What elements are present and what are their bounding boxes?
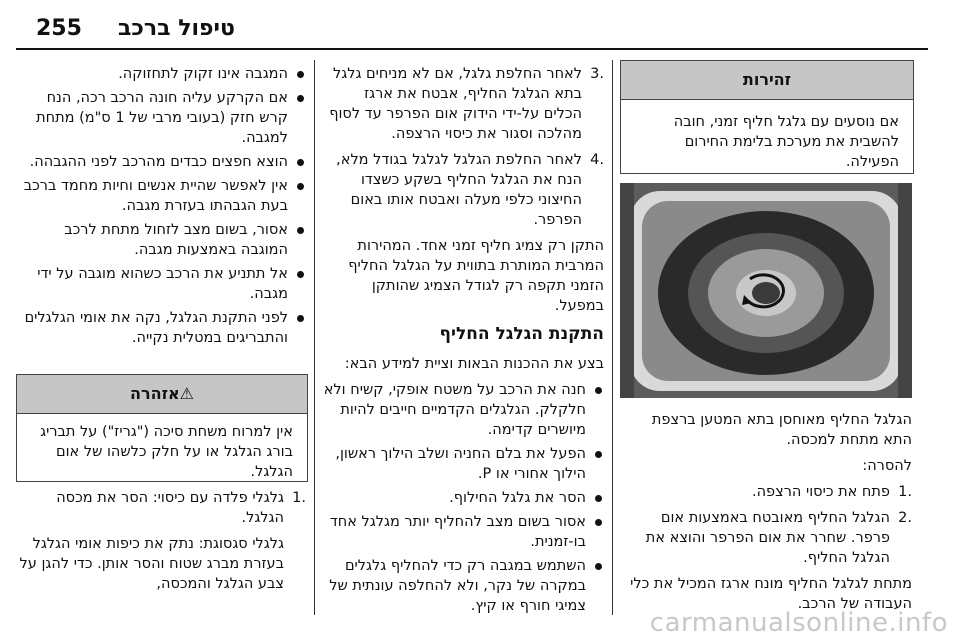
wheel-location-caption: הגלגל החליף מאוחסן בתא המטען ברצפת התא מתחת למכסה.: [651, 412, 912, 448]
list-item: [16, 64, 306, 84]
list-item: [322, 444, 604, 484]
bullet-text: אסור, בשום מצב לזחול מתחת לרכב המוגבה באמצעות מגבה.: [64, 222, 288, 258]
bullet-text: חנה את הרכב על משטח אופקי, קשיח ולא חלקלק. הגלגלים הקדמיים חייבים להיות מיושרים קדימה.: [323, 382, 586, 438]
bullet-text: אם הקרקע עליה חונה הרכב רכה, הנח קרש חזק (בעובי מרבי של 1 ס"מ) מתחת למגבה.: [36, 90, 288, 146]
storage-steps: [322, 64, 604, 230]
middle-column-text: [322, 64, 604, 620]
step-text: גלגלי סגסוגת: נתק את כיפות אומי הגלגל בעזרת מברג שטוח והסר אותן. כדי להגן על צבע הגלגל והמכסה,: [19, 536, 284, 592]
caution-box: [620, 60, 914, 174]
bullet-text: הסר את גלגל החילוף.: [449, 490, 586, 506]
bullet-text: אסור בשום מצב להחליף יותר מגלגל אחד בו-זמנית.: [329, 514, 586, 550]
spare-wheel-photo: [620, 183, 912, 398]
list-item: [16, 176, 306, 216]
section-title: טיפול ברכב: [118, 16, 235, 41]
step-text: הגלגל החליף מאובטח באמצעות אום פרפר. שחרר את אום הפרפר והוצא את הגלגל החליף.: [645, 510, 890, 566]
left-column-text: [16, 64, 306, 352]
bullet-icon: [297, 315, 304, 322]
caution-title: זהירות: [621, 61, 913, 100]
bullet-text: המגבה אינו זקוק לתחזוקה.: [118, 66, 288, 82]
bullet-text: אין לאפשר שהיית אנשים וחיות מחמד ברכב בעת הגבהתו בעזרת מגבה.: [23, 178, 288, 214]
bullet-icon: [595, 451, 602, 458]
bullet-icon: [595, 563, 602, 570]
bullet-icon: [297, 227, 304, 234]
bullet-text: הפעל את בלם החניה ושלב הילוך ראשון, הילוך אחורי או P.: [335, 446, 586, 482]
list-item: [620, 482, 912, 502]
list-item: [322, 512, 604, 552]
left-column-steps: [16, 488, 306, 600]
preparation-intro: בצע את ההכנות הבאות וציית למידע הבא:: [344, 356, 604, 372]
page-number: 255: [36, 16, 82, 41]
list-item: [322, 488, 604, 508]
list-item: [16, 534, 306, 594]
caution-text: אם נוסעים עם גלגל חליף זמני, חובה להשבית את מערכת בלימת החירום הפעילה.: [673, 114, 899, 170]
list-item: [16, 88, 306, 148]
step-text: פתח את כיסוי הרצפה.: [751, 484, 890, 500]
list-item: [620, 508, 912, 568]
header-rule: [16, 48, 928, 50]
list-item: [16, 488, 306, 528]
bullet-icon: [595, 387, 602, 394]
remove-label: להסרה:: [862, 458, 912, 474]
step-number: 1.: [292, 490, 306, 506]
step-text: לאחר החלפת הגלגל לגלגל בגודל מלא, הנח את הגלגל החליף בשקע כשצדו החיצוני כלפי מעלה ואבטח אותו באום הפרפר.: [336, 152, 582, 228]
bullet-icon: [595, 495, 602, 502]
bullet-icon: [297, 71, 304, 78]
column-divider-right: [612, 60, 613, 615]
list-item: [16, 308, 306, 348]
watermark: carmanualsonline.info: [649, 608, 948, 638]
temporary-spare-paragraph: התקן רק צמיג חליף זמני אחד. המהירות המרבית המותרת בתווית על הגלגל החליף הזמני תקפה רק לגודל הצמיג שהותקן במפעל.: [348, 238, 604, 314]
tool-box-note: מתחת לגלגל החליף מונח ארגז המכיל את כלי העבודה של הרכב.: [630, 576, 912, 612]
bullet-text: הוצא חפצים כבדים מהרכב לפני ההגבהה.: [29, 154, 288, 170]
bullet-icon: [297, 95, 304, 102]
spare-wheel-illustration: [620, 183, 912, 398]
step-number: 4.: [590, 152, 604, 168]
list-item: [16, 264, 306, 304]
preparation-bullets: [322, 380, 604, 616]
page-header: [0, 0, 960, 48]
jack-bullets: [16, 64, 306, 348]
step-number: 3.: [590, 66, 604, 82]
bullet-text: לפני התקנת הגלגל, נקה את אומי הגלגלים והתבריגים במטלית נקייה.: [24, 310, 288, 346]
list-item: [322, 380, 604, 440]
step-text: לאחר החלפת גלגל, אם לא מניחים גלגל בתא הגלגל החליף, אבטח את ארגז הכלים על-ידי הידוק אום הפרפר עד לסוף מהלכה וסגור את כיסוי הרצפה.: [329, 66, 582, 142]
column-divider-left: [314, 60, 315, 615]
danger-header: [17, 375, 307, 414]
list-item: [16, 152, 306, 172]
bullet-text: השתמש במגבה רק כדי להחליף גלגלים במקרה של נקר, ולא להחלפה עונתית של צמיגי חורף או קיץ.: [329, 558, 586, 614]
bullet-icon: [297, 183, 304, 190]
danger-box: [16, 374, 308, 482]
bullet-icon: [297, 159, 304, 166]
step-number: 2.: [898, 510, 912, 526]
list-item: [322, 150, 604, 230]
list-item: [322, 556, 604, 616]
section-heading: התקנת הגלגל החליף: [439, 324, 604, 344]
list-item: [16, 220, 306, 260]
warning-triangle-icon: ⚠: [179, 384, 194, 403]
wheel-cover-steps: [16, 488, 306, 594]
danger-title: אזהרה: [129, 384, 180, 403]
step-text: גלגלי פלדה עם כיסוי: הסר את מכסה הגלגל.: [56, 490, 284, 526]
step-number: 1.: [898, 484, 912, 500]
bullet-icon: [297, 271, 304, 278]
remove-steps: [620, 482, 912, 568]
bullet-text: אל תתניע את הרכב כשהוא מוגבה על ידי מגבה.: [37, 266, 288, 302]
list-item: [322, 64, 604, 144]
danger-text: אין למרוח משחת סיכה ("גריז") על תבריג בורג הגלגל או על חלק כלשהו של אום הגלגל.: [40, 424, 293, 480]
right-column-text: [620, 410, 912, 620]
bullet-icon: [595, 519, 602, 526]
